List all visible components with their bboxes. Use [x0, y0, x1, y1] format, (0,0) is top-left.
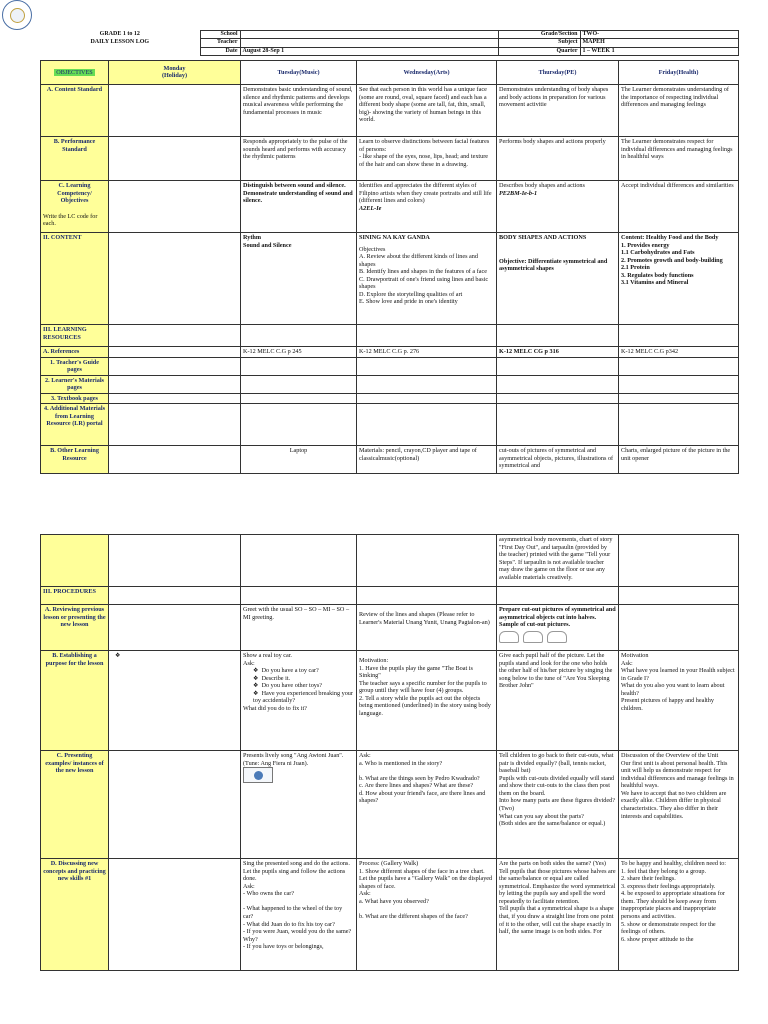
content-standard-thu: Demonstrates understanding of body shapes and body actions in preparation for various movement activitie [497, 84, 619, 136]
references-label: A. References [41, 346, 109, 357]
title-line2: DAILY LESSON LOG [90, 38, 150, 45]
content-standard-wed: See that each person in this world has a unique face (some are round, oval, square faced) and each has a different body shape (some are tall, fat, thin, small, big)- showing the variety of human beings in this world. [357, 84, 497, 136]
discuss-tue: Sing the presented song and do the actions. Let the pupils sing and follow the actions done. Ask: - Who owns the car? - What happened to the wheel of the toy car? - What did Juan do to fix his toy car? - If you were Juan, would you do the same? Why? - If you have toys or belongings, [241, 859, 357, 971]
performance-standard-thu: Performs body shapes and actions properly [497, 136, 619, 180]
content-wed: Objectives A. Review about the different kinds of lines and shapes B. Identify lines and shapes in the features of a face C. Drawportrait of one's friend using lines and basic shapes D. Explore the storytelling qualities of art E. Show love and pride in one's identity [359, 245, 489, 306]
additional-materials-label: 4. Additional Materials from Learning Resource (LR) portal [41, 404, 109, 446]
competency-wed-cell [357, 180, 497, 232]
textbook-label: 3. Textbook pages [41, 393, 109, 404]
content-standard-tue: Demonstrates basic understanding of sound, silence and rhythmic patterns and develops musical awareness while performing the fundamental processes in music [241, 84, 357, 136]
teacher-value[interactable] [240, 39, 498, 47]
competency-thu-cell [497, 180, 619, 232]
examples-thu: Tell children to go back to their cut-outs, what pair is divided equally? (ball, tennis racket, baseball bat) Pupils with cut-outs divided equally will stand and show their cut-outs to the class then post them on the board. Into how many parts are these figures divided? (Two) What can you say about the parts? (Both sides are the same/balance or equal.) [497, 751, 619, 859]
performance-standard-wed: Learn to observe distinctions between facial features of persons: - like shape of the eyes, nose, lips, head; and texture of the hair and can show these in a drawing. [357, 136, 497, 180]
performance-standard-label: B. Performance Standard [41, 136, 109, 180]
other-resources-fri: Charts, enlarged picture of the picture in the unit opener [619, 446, 739, 474]
content-thu: Objective: Differentiate symmetrical and asymmetrical shapes [499, 257, 608, 273]
references-wed: K-12 MELC C.G p. 276 [357, 346, 497, 357]
purpose-tue-list [243, 667, 354, 705]
wednesday-header: Wednesday(Arts) [357, 60, 497, 84]
performance-standard-tue: Responds appropriately to the pulse of the sounds heard and performs with accuracy the rhythmic patterns [241, 136, 357, 180]
references-thu: K-12 MELC CG p 316 [497, 346, 619, 357]
content-thu-title: BODY SHAPES AND ACTIONS [499, 233, 587, 241]
lesson-table-page1 [40, 60, 739, 474]
review-thu-cell [497, 605, 619, 651]
resources-label: III. LEARNING RESOURCES [41, 324, 109, 346]
competency-thu: Describes body shapes and actions [499, 181, 585, 189]
performance-standard-fri: The Learner demonstrates respect for individual differences and managing feelings in healthful ways [619, 136, 739, 180]
school-value[interactable] [240, 31, 498, 39]
purpose-wed: Motivation: 1. Have the pupils play the game "The Boat is Sinking" The teacher says a specific number for the pupils to group until they will have four (4) groups. 2. Tell a story while the pupils act out the objects being mentioned (underlined) in the story using body language. [357, 651, 497, 751]
review-tue: Greet with the usual SO – SO – MI – SO – MI greeting. [241, 605, 357, 651]
discuss-thu: Are the parts on both sides the same? (Yes) Tell pupils that those pictures whose halves are the same/balance or equal are called symmetrical. Emphasize the word symmetrical by letting the pupils say and spell the word repeatedly to facilitate retention. Tell pupils that a symmetrical shape is a shape that, if you draw a straight line from one point of it to the other, will cut the shape exactly in half, the same image is on both sides. For [497, 859, 619, 971]
subject-value[interactable]: MAPEH [580, 39, 738, 47]
page-1 [40, 30, 738, 474]
other-resources-wed: Materials: pencil, crayon,CD player and tape of classicalmusic(optional) [357, 446, 497, 474]
procedures-label: III. PROCEDURES [41, 587, 109, 605]
monday-cell [109, 232, 241, 324]
subject-label: Subject [498, 39, 580, 47]
review-label: A. Reviewing previous lesson or presenting the new lesson [41, 605, 109, 651]
examples-wed: Ask: a. Who is mentioned in the story? b. What are the things seen by Pedro Kwadrado? c. Are there lines and shapes? What are these? d. How about your friend's face, are there lines and shapes? [357, 751, 497, 859]
friday-header: Friday(Health) [619, 60, 739, 84]
content-wed-title: SINING NA KAY GANDA [359, 233, 430, 241]
page-2 [40, 534, 738, 971]
purpose-tue-cell [241, 651, 357, 751]
discuss-wed: Process: (Gallery Walk) 1. Show different shapes of the face in a tree chart. Let the pupils have a "Gallery Walk" on the displayed shapes of face. Ask: a. What have you observed? b. What are the different shapes of the face? [357, 859, 497, 971]
list-item: ❖ Do you have a toy car? [253, 667, 354, 675]
competency-label-cell [41, 180, 109, 232]
competency-fri: Accept individual differences and similarities [619, 180, 739, 232]
quarter-label: Quarter [498, 47, 580, 55]
school-label: School [200, 31, 240, 39]
list-item: ❖ Describe it. [253, 675, 354, 683]
content-standard-label: A. Content Standard [41, 84, 109, 136]
objectives-header: OBJECTIVES [41, 60, 109, 84]
purpose-thu: Give each pupil half of the picture. Let the pupils stand and look for the one who holds the other half of his/her picture by singing the song below to the tune of "Are You Sleeping Brother John" [497, 651, 619, 751]
references-fri: K-12 MELC C.G p342 [619, 346, 739, 357]
grade-value[interactable]: TWO- [580, 31, 738, 39]
other-resources-label: B. Other Learning Resource [41, 446, 109, 474]
discuss-fri: To be happy and healthy, children need to: 1. feel that they belong to a group. 2. share their feelings. 3. express their feelings appropriately. 4. be exposed to appropriate situations for them. They should be keep away from inappropriate places and inappropriate persons and activities. 5. show or demonstrate respect for the feelings of others. 6. show proper attitude to the [619, 859, 739, 971]
purpose-fri: Motivation Ask: What have you learned in your Health subject in Grade I? What do you also you want to learn about health? Present pictures of happy and healthy children. [619, 651, 739, 751]
competency-note: Write the LC code for each. [43, 212, 98, 228]
purpose-tue-end: What did you do to fix it? [243, 704, 307, 712]
discuss-label: D. Discussing new concepts and practicing new skills #1 [41, 859, 109, 971]
quarter-value[interactable]: 1 – WEEK 1 [580, 47, 738, 55]
examples-tue: Presents lively song "Ang Awtoni Juan". (Tune: Ang Fiera ni Juan). [243, 752, 344, 767]
thursday-header: Thursday(PE) [497, 60, 619, 84]
review-wed: Review of the lines and shapes (Please refer to Learner's Material Unang Yunit, Unang Pagtalon-an) [357, 605, 497, 651]
content-label: II. CONTENT [41, 232, 109, 324]
content-wed-cell [357, 232, 497, 324]
list-item: ❖ Have you experienced breaking your toy accidentally? [253, 690, 354, 705]
list-item: ❖ Do you have other toys? [253, 682, 354, 690]
lesson-table-page2 [40, 534, 739, 971]
examples-tue-cell [241, 751, 357, 859]
title-line1: GRADE 1 to 12 [99, 30, 140, 37]
other-resources-tue: Laptop [241, 446, 357, 474]
header-table [40, 30, 739, 56]
content-standard-fri: The Learner demonstrates understanding of the importance of respecting individual differences and managing feelings [619, 84, 739, 136]
teachers-guide-label: 1. Teacher's Guide pages [41, 357, 109, 375]
examples-fri: Discussion of the Overview of the Unit Our first unit is about personal health. This unit will help us demonstrate respect for individual differences and manage feelings in healthful ways. We have to accept that no two children are exactly alike. Children differ in physical characteristics. They also differ in their interests and capabilities. [619, 751, 739, 859]
content-thu-cell [497, 232, 619, 324]
content-tue: Rythm Sound and Silence [241, 232, 357, 324]
competency-tue: Distinguish between sound and silence. Demonstrate understanding of sound and silence. [241, 180, 357, 232]
review-thu: Prepare cut-out pictures of symmetrical and asymmetrical objects cut into halves. Sample of cut-out pictures. [499, 606, 616, 629]
monday-cell [109, 84, 241, 136]
competency-thu-code: PE2BM-Ie-b-1 [499, 189, 538, 197]
cutout-pictures [499, 631, 616, 645]
date-value[interactable]: August 28-Sep 1 [240, 47, 498, 55]
deped-seal [2, 0, 32, 30]
learners-materials-label: 2. Learner's Materials pages [41, 375, 109, 393]
other-resources-thu-cont: asymmetrical body movements, chart of story "First Day Out", and tarpaulin (provided by the teacher) printed with the game "Tell your Steps". If tarpaulin is not available teacher may draw the game on the floor or use any available materials creatively. [497, 535, 619, 587]
content-fri: Content: Healthy Food and the Body 1. Provides energy 1.1 Carbohydrates and Fats 2. Promotes growth and body-building 2.1 Protein 3. Regulates body functions 3.1 Vitamins and Mineral [619, 232, 739, 324]
competency-wed-code: A2EL-Ie [359, 204, 382, 212]
examples-label: C. Presenting examples/ instances of the new lesson [41, 751, 109, 859]
teacher-label: Teacher [200, 39, 240, 47]
song-picture [243, 767, 273, 783]
date-label: Date [200, 47, 240, 55]
monday-cell [109, 136, 241, 180]
purpose-tue-intro: Show a real toy car. Ask: [243, 652, 292, 667]
grade-label: Grade/Section [498, 31, 580, 39]
purpose-label: B. Establishing a purpose for the lesson [41, 651, 109, 751]
references-tue: K-12 MELC C.G p 245 [241, 346, 357, 357]
monday-cell [109, 180, 241, 232]
tuesday-header: Tuesday(Music) [241, 60, 357, 84]
competency-label: C. Learning Competency/ Objectives [57, 181, 92, 205]
monday-header: Monday (Holiday) [109, 60, 241, 84]
competency-wed: Identifies and appreciates the different styles of Filipino artists when they create portraits and still life (different lines and colors) [359, 181, 492, 205]
purpose-mon: ❖ [109, 651, 241, 751]
other-resources-thu: cut-outs of pictures of symmetrical and asymmetrical objects, pictures, illustrations of symmetrical and [497, 446, 619, 474]
